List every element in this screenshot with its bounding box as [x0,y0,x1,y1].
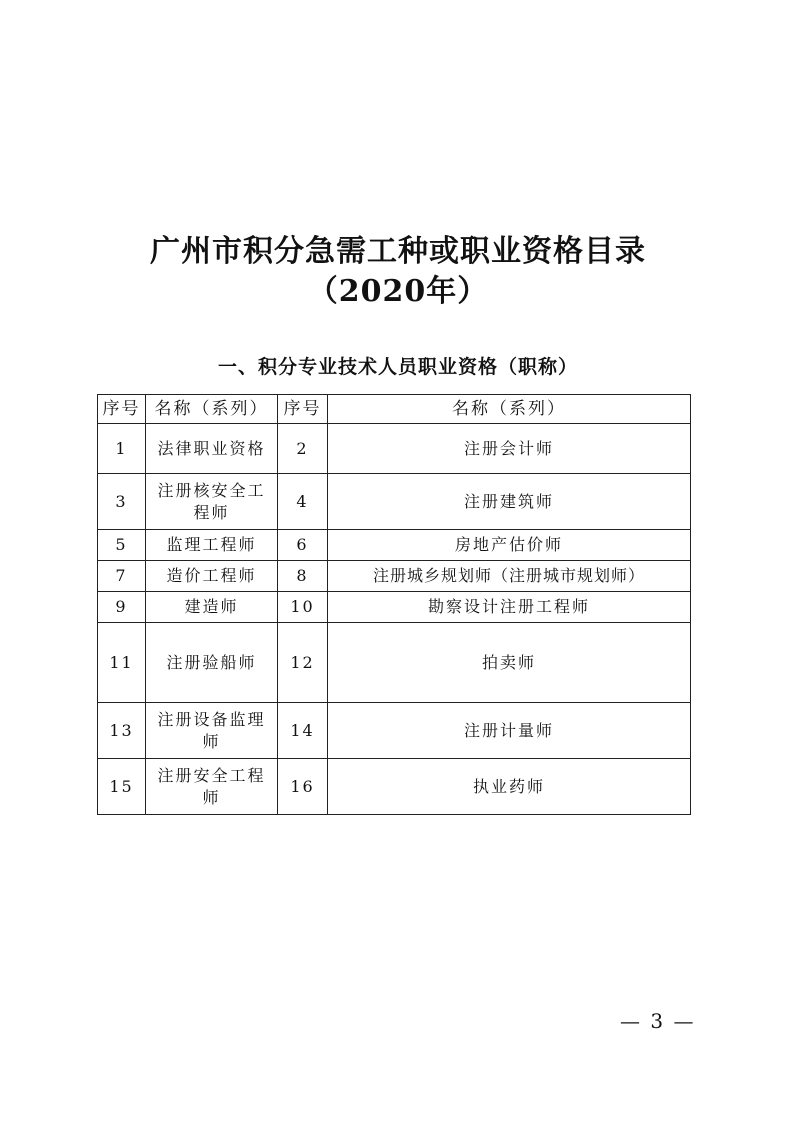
row-name-2: 注册会计师 [328,424,691,474]
table-row [98,474,691,530]
row-seq-2: 8 [278,561,328,592]
row-name-1: 注册设备监理师 [146,703,278,759]
header-name-2: 名称（系列） [328,395,691,424]
row-name-1: 注册验船师 [146,623,278,703]
table-row [98,561,691,592]
table-row [98,623,691,703]
page-number: — 3 — [620,1009,696,1033]
row-seq-2: 4 [278,474,328,530]
row-name-1: 建造师 [146,592,278,623]
table-row [98,530,691,561]
row-name-2: 勘察设计注册工程师 [328,592,691,623]
row-name-2: 执业药师 [328,759,691,815]
row-seq-1: 9 [98,592,146,623]
table-row [98,759,691,815]
row-name-1: 造价工程师 [146,561,278,592]
page-title-line-1: 广州市积分急需工种或职业资格目录 [150,234,646,269]
row-name-1: 注册核安全工程师 [146,474,278,530]
row-seq-1: 7 [98,561,146,592]
section-heading: 一、积分专业技术人员职业资格（职称） [217,356,578,378]
row-name-1: 监理工程师 [146,530,278,561]
row-name-2: 注册城乡规划师（注册城市规划师） [328,561,691,592]
header-seq-2: 序号 [278,395,328,424]
row-seq-2: 14 [278,703,328,759]
row-seq-1: 13 [98,703,146,759]
qualifications-table [97,394,691,815]
header-name-1: 名称（系列） [146,395,278,424]
row-seq-2: 16 [278,759,328,815]
row-name-1: 注册安全工程师 [146,759,278,815]
header-seq-1: 序号 [98,395,146,424]
row-seq-2: 10 [278,592,328,623]
table-row [98,592,691,623]
row-name-1: 法律职业资格 [146,424,278,474]
row-seq-1: 11 [98,623,146,703]
row-name-2: 房地产估价师 [328,530,691,561]
row-name-2: 注册计量师 [328,703,691,759]
row-seq-1: 5 [98,530,146,561]
row-seq-1: 3 [98,474,146,530]
table-header-row [98,395,691,424]
row-seq-1: 15 [98,759,146,815]
row-seq-2: 2 [278,424,328,474]
row-seq-2: 6 [278,530,328,561]
row-name-2: 注册建筑师 [328,474,691,530]
row-seq-1: 1 [98,424,146,474]
table-row [98,424,691,474]
row-name-2: 拍卖师 [328,623,691,703]
table-row [98,703,691,759]
page-title-line-2: （2020年） [307,274,489,309]
row-seq-2: 12 [278,623,328,703]
